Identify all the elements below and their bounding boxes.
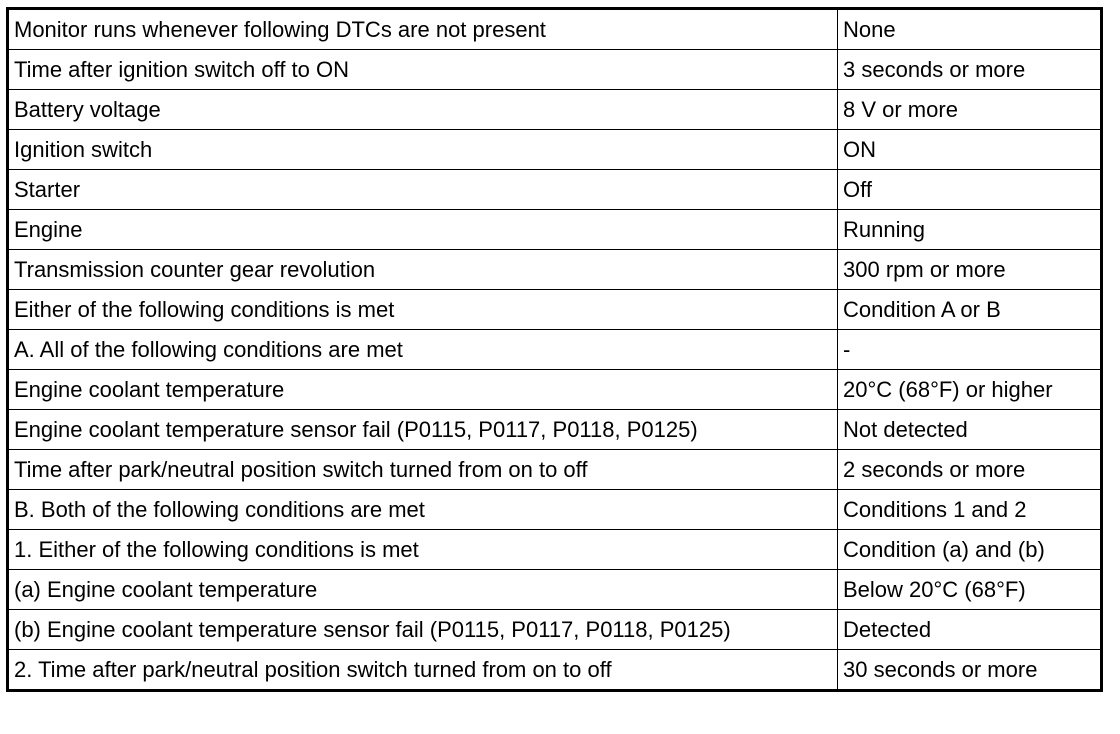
value-cell: ON xyxy=(838,130,1102,170)
condition-cell: Time after ignition switch off to ON xyxy=(8,50,838,90)
value-cell: Running xyxy=(838,210,1102,250)
table-row xyxy=(8,9,1102,50)
value-cell: - xyxy=(838,330,1102,370)
value-cell: 300 rpm or more xyxy=(838,250,1102,290)
table-row xyxy=(8,570,1102,610)
value-cell: Condition A or B xyxy=(838,290,1102,330)
value-cell: 2 seconds or more xyxy=(838,450,1102,490)
condition-cell: Battery voltage xyxy=(8,90,838,130)
condition-cell: 1. Either of the following conditions is met xyxy=(8,530,838,570)
value-cell: 8 V or more xyxy=(838,90,1102,130)
table-row xyxy=(8,450,1102,490)
value-cell: Condition (a) and (b) xyxy=(838,530,1102,570)
table-row xyxy=(8,290,1102,330)
table-row xyxy=(8,530,1102,570)
conditions-table-container xyxy=(6,7,1100,692)
condition-cell: 2. Time after park/neutral position switch turned from on to off xyxy=(8,650,838,691)
condition-cell: Monitor runs whenever following DTCs are not present xyxy=(8,9,838,50)
table-row xyxy=(8,330,1102,370)
monitor-conditions-table xyxy=(6,7,1103,692)
condition-cell: Transmission counter gear revolution xyxy=(8,250,838,290)
condition-cell: Either of the following conditions is met xyxy=(8,290,838,330)
condition-cell: Time after park/neutral position switch turned from on to off xyxy=(8,450,838,490)
table-row xyxy=(8,610,1102,650)
condition-cell: Engine xyxy=(8,210,838,250)
table-row xyxy=(8,210,1102,250)
table-row xyxy=(8,130,1102,170)
condition-cell: Ignition switch xyxy=(8,130,838,170)
value-cell: 20°C (68°F) or higher xyxy=(838,370,1102,410)
value-cell: Off xyxy=(838,170,1102,210)
condition-cell: (a) Engine coolant temperature xyxy=(8,570,838,610)
condition-cell: Engine coolant temperature xyxy=(8,370,838,410)
condition-cell: B. Both of the following conditions are met xyxy=(8,490,838,530)
condition-cell: A. All of the following conditions are met xyxy=(8,330,838,370)
condition-cell: Starter xyxy=(8,170,838,210)
table-row xyxy=(8,410,1102,450)
table-row xyxy=(8,170,1102,210)
table-row xyxy=(8,650,1102,691)
value-cell: 3 seconds or more xyxy=(838,50,1102,90)
value-cell: 30 seconds or more xyxy=(838,650,1102,691)
value-cell: Below 20°C (68°F) xyxy=(838,570,1102,610)
value-cell: None xyxy=(838,9,1102,50)
condition-cell: (b) Engine coolant temperature sensor fail (P0115, P0117, P0118, P0125) xyxy=(8,610,838,650)
table-row xyxy=(8,490,1102,530)
value-cell: Not detected xyxy=(838,410,1102,450)
value-cell: Conditions 1 and 2 xyxy=(838,490,1102,530)
value-cell: Detected xyxy=(838,610,1102,650)
table-row xyxy=(8,250,1102,290)
condition-cell: Engine coolant temperature sensor fail (P0115, P0117, P0118, P0125) xyxy=(8,410,838,450)
table-row xyxy=(8,50,1102,90)
table-row xyxy=(8,90,1102,130)
table-row xyxy=(8,370,1102,410)
